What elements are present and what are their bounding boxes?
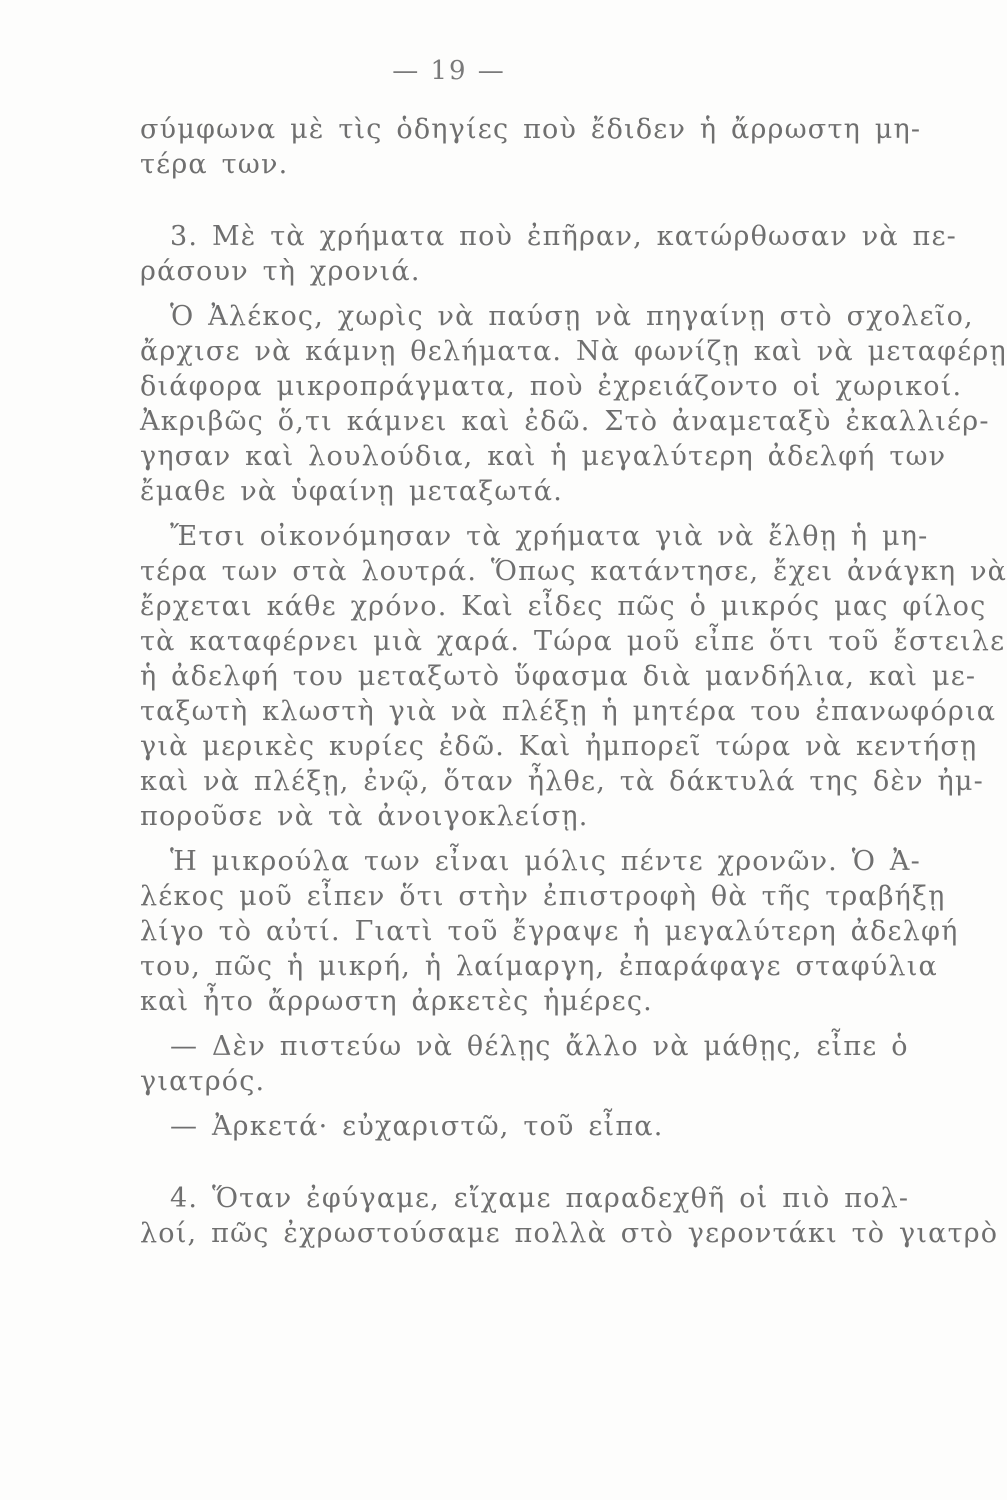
text-line: Ἡ μικρούλα των εἶναι μόλις πέντε χρονῶν. Ὁ Ἀ- — [170, 846, 921, 877]
text-line: γιατρός. — [140, 1066, 266, 1097]
text-line: διάφορα μικροπράγματα, ποὺ ἐχρειάζοντο οἱ χωρικοί. — [140, 371, 963, 402]
text-line: 4. Ὅταν ἐφύγαμε, εἴχαμε παραδεχθῆ οἱ πιὸ πολ- — [170, 1183, 910, 1214]
text-line: τὰ καταφέρνει μιὰ χαρά. Τώρα μοῦ εἶπε ὅτι τοῦ ἔστειλε — [140, 626, 1006, 657]
text-line: 3. Μὲ τὰ χρήματα ποὺ ἐπῆραν, κατώρθωσαν νὰ πε- — [170, 221, 957, 252]
text-line: τέρα των. — [140, 149, 289, 180]
text-line: λίγο τὸ αὐτί. Γιατὶ τοῦ ἔγραψε ἡ μεγαλύτερη ἀδελφή — [140, 916, 959, 947]
text-line: Ἔτσι οἰκονόμησαν τὰ χρήματα γιὰ νὰ ἔλθῃ ἡ μη- — [170, 521, 929, 552]
text-line: ἔμαθε νὰ ὑφαίνῃ μεταξωτά. — [140, 476, 563, 507]
text-line: ποροῦσε νὰ τὰ ἀνοιγοκλείσῃ. — [140, 801, 589, 832]
text-line: γιὰ μερικὲς κυρίες ἐδῶ. Καὶ ἠμπορεῖ τώρα νὰ κεντήσῃ — [140, 731, 978, 762]
text-line: ράσουν τὴ χρονιά. — [140, 256, 421, 287]
text-line: καὶ ἦτο ἄρρωστη ἀρκετὲς ἡμέρες. — [140, 986, 653, 1017]
page-number: — 19 — — [392, 56, 506, 86]
text-line: σύμφωνα μὲ τὶς ὁδηγίες ποὺ ἔδιδεν ἡ ἄρρωστη μη- — [140, 114, 922, 145]
text-line: γησαν καὶ λουλούδια, καὶ ἡ μεγαλύτερη ἀδελφή των — [140, 441, 947, 472]
text-line: ἄρχισε νὰ κάμνῃ θελήματα. Νὰ φωνίζῃ καὶ νὰ μεταφέρῃ — [140, 336, 1007, 367]
text-line: λέκος μοῦ εἶπεν ὅτι στὴν ἐπιστροφὴ θὰ τῆς τραβήξῃ — [140, 881, 946, 912]
text-line: ἔρχεται κάθε χρόνο. Καὶ εἶδες πῶς ὁ μικρός μας φίλος — [140, 591, 987, 622]
text-line: λοί, πῶς ἐχρωστούσαμε πολλὰ στὸ γεροντάκι τὸ γιατρὸ — [140, 1218, 999, 1249]
text-line: — Ἀρκετά· εὐχαριστῶ, τοῦ εἶπα. — [170, 1111, 664, 1142]
text-line: Ὁ Ἀλέκος, χωρὶς νὰ παύσῃ νὰ πηγαίνῃ στὸ σχολεῖο, — [170, 301, 974, 332]
text-line: ἡ ἀδελφή του μεταξωτὸ ὕφασμα διὰ μανδήλια, καὶ με- — [140, 661, 977, 692]
text-line: καὶ νὰ πλέξῃ, ἐνῷ, ὅταν ἦλθε, τὰ δάκτυλά της δὲν ἠμ- — [140, 766, 984, 797]
text-line: — Δὲν πιστεύω νὰ θέλῃς ἄλλο νὰ μάθῃς, εἶπε ὁ — [170, 1031, 909, 1062]
text-line: του, πῶς ἡ μικρή, ἡ λαίμαργη, ἐπαράφαγε σταφύλια — [140, 951, 938, 982]
text-line: Ἀκριβῶς ὅ,τι κάμνει καὶ ἐδῶ. Στὸ ἀναμεταξὺ ἐκαλλιέρ- — [140, 406, 990, 437]
text-line: ταξωτὴ κλωστὴ γιὰ νὰ πλέξῃ ἡ μητέρα του ἐπανωφόρια — [140, 696, 997, 727]
text-line: τέρα των στὰ λουτρά. Ὅπως κατάντησε, ἔχει ἀνάγκη νὰ — [140, 556, 1007, 587]
body-text — [140, 112, 1007, 1251]
